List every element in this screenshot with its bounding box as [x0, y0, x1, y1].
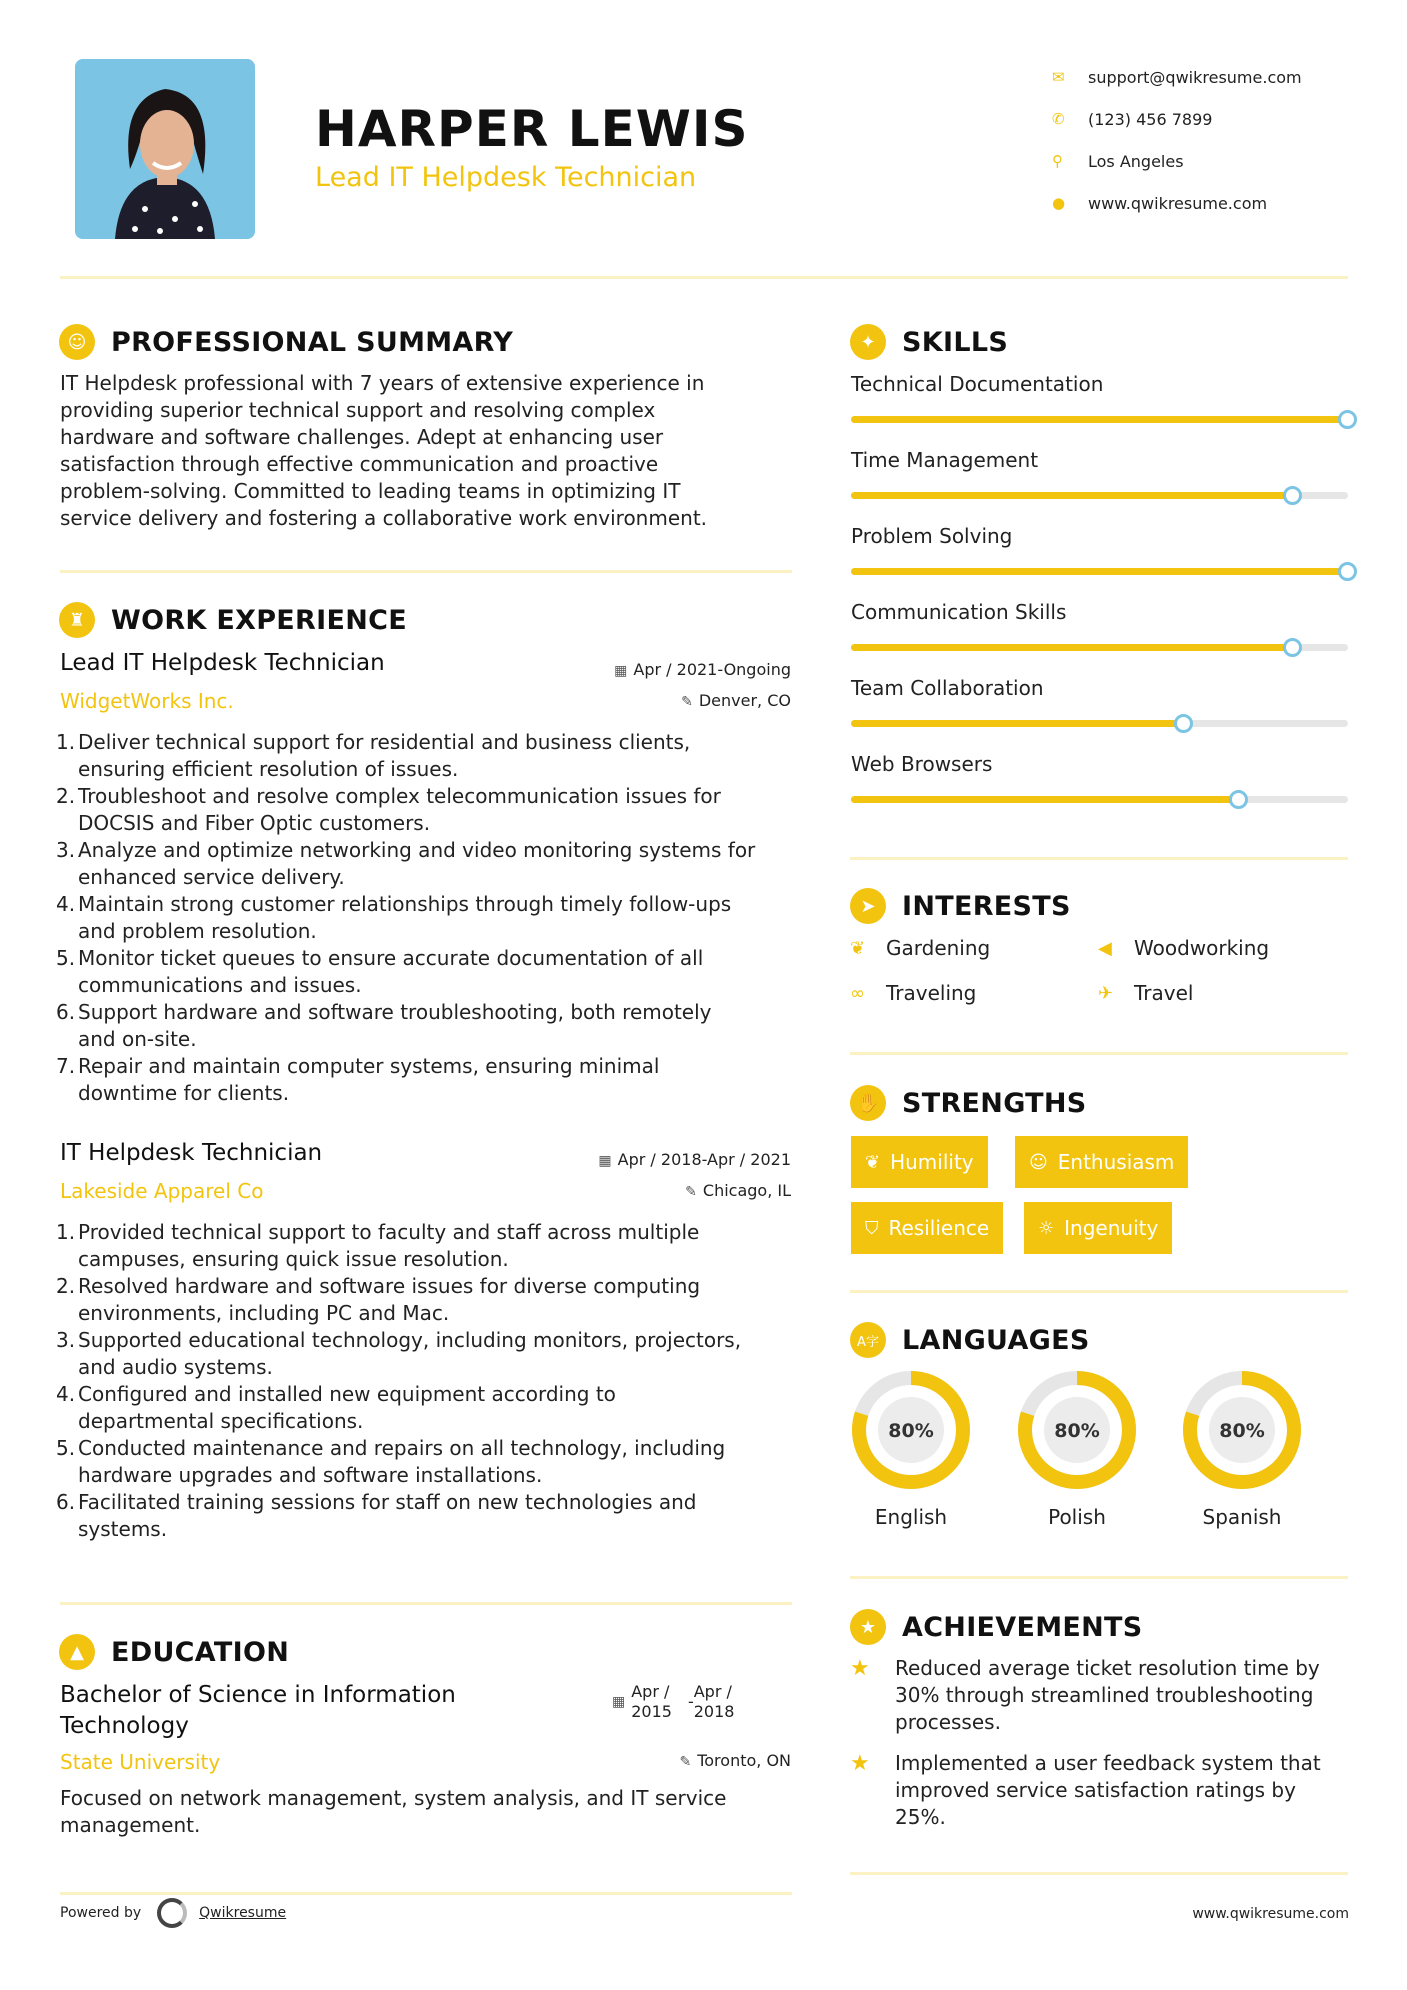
job-location: ✎ Chicago, IL	[685, 1181, 791, 1200]
language-percent: 80%	[888, 1420, 934, 1442]
strength-tag: ❦ Humility	[851, 1136, 988, 1188]
language-ring-chart	[1016, 1369, 1138, 1491]
skill-bar-fill	[851, 492, 1293, 499]
strength-tag: ⛉ Resilience	[851, 1202, 1003, 1254]
education-location: ✎ Toronto, ON	[679, 1751, 791, 1770]
achievement-item: ★ Reduced average ticket resolution time by 30% through streamlined troubleshooting processes.	[850, 1656, 1320, 1734]
education-date: ▦ Apr / 2015 - Apr / 2018	[612, 1682, 735, 1721]
list-item: 3. Supported educational technology, including monitors, projectors, and audio systems.	[56, 1328, 742, 1379]
skill-level-knob	[1338, 410, 1357, 429]
strength-tag: ☼ Ingenuity	[1024, 1202, 1172, 1254]
contact-list	[1050, 56, 1350, 224]
skill-bar-fill	[851, 568, 1348, 575]
star-icon: ★	[850, 1751, 870, 1776]
list-item: 6. Facilitated training sessions for staff on new technologies and systems.	[56, 1490, 697, 1541]
lightbulb-icon: ☼	[1038, 1217, 1055, 1239]
skill-bar-fill	[851, 416, 1348, 423]
job-company: WidgetWorks Inc.	[60, 689, 234, 713]
language-name: English	[874, 1505, 948, 1529]
language-percent: 80%	[1054, 1420, 1100, 1442]
star-icon: ★	[850, 1656, 870, 1681]
skill-name: Web Browsers	[851, 752, 993, 776]
list-item: 1. Deliver technical support for residential and business clients, ensuring efficient resolution of issues.	[56, 730, 691, 781]
contact-location	[1050, 140, 1350, 182]
summary-divider	[60, 570, 792, 573]
job-title: Lead IT Helpdesk Technician	[60, 650, 385, 676]
list-item: 5. Monitor ticket queues to ensure accurate documentation of all communications and issues.	[56, 946, 704, 997]
skill-bar	[851, 568, 1348, 575]
smile-icon: ☺	[1029, 1151, 1048, 1173]
pin-icon: ✎	[685, 1184, 697, 1200]
interest-item: ❦ Gardening	[850, 936, 991, 960]
skill-name: Problem Solving	[851, 524, 1013, 548]
work-divider	[60, 1602, 792, 1605]
pin-icon: ✎	[679, 1754, 692, 1770]
candidate-name: HARPER LEWIS	[315, 100, 749, 158]
footer-powered-by: Powered by Qwikresume	[60, 1898, 286, 1928]
calendar-icon: ▦	[614, 663, 628, 679]
footer-url[interactable]: www.qwikresume.com	[1192, 1906, 1349, 1922]
skill-name: Communication Skills	[851, 600, 1067, 624]
contact-phone[interactable]	[1050, 98, 1350, 140]
contact-website-text: www.qwikresume.com	[1088, 193, 1268, 213]
achievements-heading: ★ ACHIEVEMENTS	[850, 1609, 1143, 1645]
interests-divider	[850, 1052, 1348, 1055]
envelope-icon: ✉	[1052, 68, 1065, 86]
shield-icon: ⛉	[865, 1217, 879, 1239]
profile-photo	[75, 59, 255, 239]
strength-tag: ☺ Enthusiasm	[1015, 1136, 1188, 1188]
graduation-cap-icon: ▲	[59, 1634, 95, 1670]
user-icon: ☺	[59, 324, 95, 360]
skill-name: Team Collaboration	[851, 676, 1044, 700]
language-ring	[1016, 1369, 1138, 1491]
language-name: Polish	[1048, 1505, 1106, 1529]
summary-text: IT Helpdesk professional with 7 years of extensive experience in providing superior technical support and resolving complex hardware and software challenges. Adept at enhancing user satisfaction through effective communication and proactive problem-solving. Committed to leading teams in optimizing IT service delivery and fostering a collaborative work environment.	[60, 371, 708, 530]
list-item: 1. Provided technical support to faculty and staff across multiple campuses, ensuring quick issue resolution.	[56, 1220, 700, 1271]
skill-level-knob	[1229, 790, 1248, 809]
work-heading: ♜ WORK EXPERIENCE	[59, 602, 407, 638]
achievement-item: ★ Implemented a user feedback system that improved service satisfaction ratings by 25%.	[850, 1751, 1321, 1829]
list-item: 6. Support hardware and software troubleshooting, both remotely and on-site.	[56, 1000, 712, 1051]
map-pin-icon: ⚲	[1052, 152, 1063, 170]
candidate-title: Lead IT Helpdesk Technician	[315, 162, 697, 193]
paper-plane-icon: ➤	[850, 888, 886, 924]
skill-name: Technical Documentation	[851, 372, 1104, 396]
footer-brand-link[interactable]: Qwikresume	[199, 1905, 287, 1921]
job-responsibilities	[56, 729, 800, 1107]
school-name: State University	[60, 1750, 221, 1774]
languages-divider	[850, 1576, 1348, 1579]
hand-icon: ✋	[850, 1085, 886, 1121]
strengths-heading: ✋ STRENGTHS	[850, 1085, 1087, 1121]
interest-item: ◀ Woodworking	[1098, 936, 1270, 960]
globe-icon: ●	[1052, 194, 1066, 212]
language-name: Spanish	[1202, 1505, 1282, 1529]
header-divider	[60, 276, 1348, 279]
star-icon: ★	[850, 1609, 886, 1645]
skill-bar-fill	[851, 796, 1239, 803]
calendar-icon: ▦	[612, 1694, 626, 1710]
skill-bar-fill	[851, 720, 1184, 727]
job-company: Lakeside Apparel Co	[60, 1179, 264, 1203]
job-title: IT Helpdesk Technician	[60, 1140, 323, 1166]
language-ring	[850, 1369, 972, 1491]
leaf-icon: ❦	[865, 1151, 881, 1173]
skill-bar	[851, 416, 1348, 423]
calendar-icon: ▦	[598, 1153, 612, 1169]
skills-heading: ✦ SKILLS	[850, 324, 1008, 360]
list-item: 5. Conducted maintenance and repairs on all technology, including hardware upgrades and software installations.	[56, 1436, 726, 1487]
list-item: 4. Maintain strong customer relationships through timely follow-ups and problem resolution.	[56, 892, 732, 943]
phone-icon: ✆	[1052, 110, 1065, 128]
binoculars-icon: ∞	[850, 982, 865, 1004]
language-icon: A字	[850, 1322, 886, 1358]
skill-name: Time Management	[851, 448, 1039, 472]
lightbulb-icon: ✦	[850, 324, 886, 360]
skill-bar-fill	[851, 644, 1293, 651]
summary-heading: ☺ PROFESSIONAL SUMMARY	[59, 324, 513, 360]
languages-heading: A字 LANGUAGES	[850, 1322, 1090, 1358]
degree-title: Bachelor of Science in Information Technology	[60, 1682, 456, 1739]
interest-item: ✈ Travel	[1098, 981, 1194, 1005]
interests-heading: ➤ INTERESTS	[850, 888, 1071, 924]
plane-icon: ✈	[1098, 982, 1114, 1004]
skill-level-knob	[1283, 638, 1302, 657]
list-item: 3. Analyze and optimize networking and video monitoring systems for enhanced service delivery.	[56, 838, 756, 889]
job-date: ▦ Apr / 2018-Apr / 2021	[598, 1150, 791, 1169]
skill-bar	[851, 720, 1348, 727]
skill-bar	[851, 492, 1348, 499]
qwikresume-logo-icon	[157, 1898, 187, 1928]
skills-divider	[850, 857, 1348, 860]
list-item: 2. Troubleshoot and resolve complex telecommunication issues for DOCSIS and Fiber Optic customers.	[56, 784, 721, 835]
strengths-divider	[850, 1290, 1348, 1293]
language-ring-chart	[1181, 1369, 1303, 1491]
contact-email[interactable]	[1050, 56, 1350, 98]
skill-level-knob	[1174, 714, 1193, 733]
contact-website[interactable]	[1050, 182, 1350, 224]
list-item: 2. Resolved hardware and software issues for diverse computing environments, including PC and Mac.	[56, 1274, 701, 1325]
leaf-icon: ❦	[850, 937, 866, 959]
language-ring	[1181, 1369, 1303, 1491]
interest-item: ∞ Traveling	[850, 981, 977, 1005]
education-divider	[60, 1892, 792, 1895]
language-ring-chart	[850, 1369, 972, 1491]
education-heading: ▲ EDUCATION	[59, 1634, 289, 1670]
job-responsibilities	[56, 1219, 800, 1543]
list-item: 4. Configured and installed new equipment according to departmental specifications.	[56, 1382, 616, 1433]
job-date: ▦ Apr / 2021-Ongoing	[614, 660, 791, 679]
contact-phone-text: (123) 456 7899	[1088, 109, 1213, 129]
skill-bar	[851, 796, 1348, 803]
contact-email-text: support@qwikresume.com	[1088, 67, 1302, 87]
list-item: 7. Repair and maintain computer systems, ensuring minimal downtime for clients.	[56, 1054, 660, 1105]
skill-bar	[851, 644, 1348, 651]
job-location: ✎ Denver, CO	[681, 691, 791, 710]
language-percent: 80%	[1219, 1420, 1265, 1442]
skill-level-knob	[1283, 486, 1302, 505]
skill-level-knob	[1338, 562, 1357, 581]
briefcase-icon: ♜	[59, 602, 95, 638]
pin-icon: ✎	[681, 694, 693, 710]
contact-location-text: Los Angeles	[1088, 151, 1184, 171]
megaphone-icon: ◀	[1098, 937, 1112, 959]
achievements-divider	[850, 1872, 1348, 1875]
education-description: Focused on network management, system analysis, and IT service management.	[60, 1786, 727, 1837]
